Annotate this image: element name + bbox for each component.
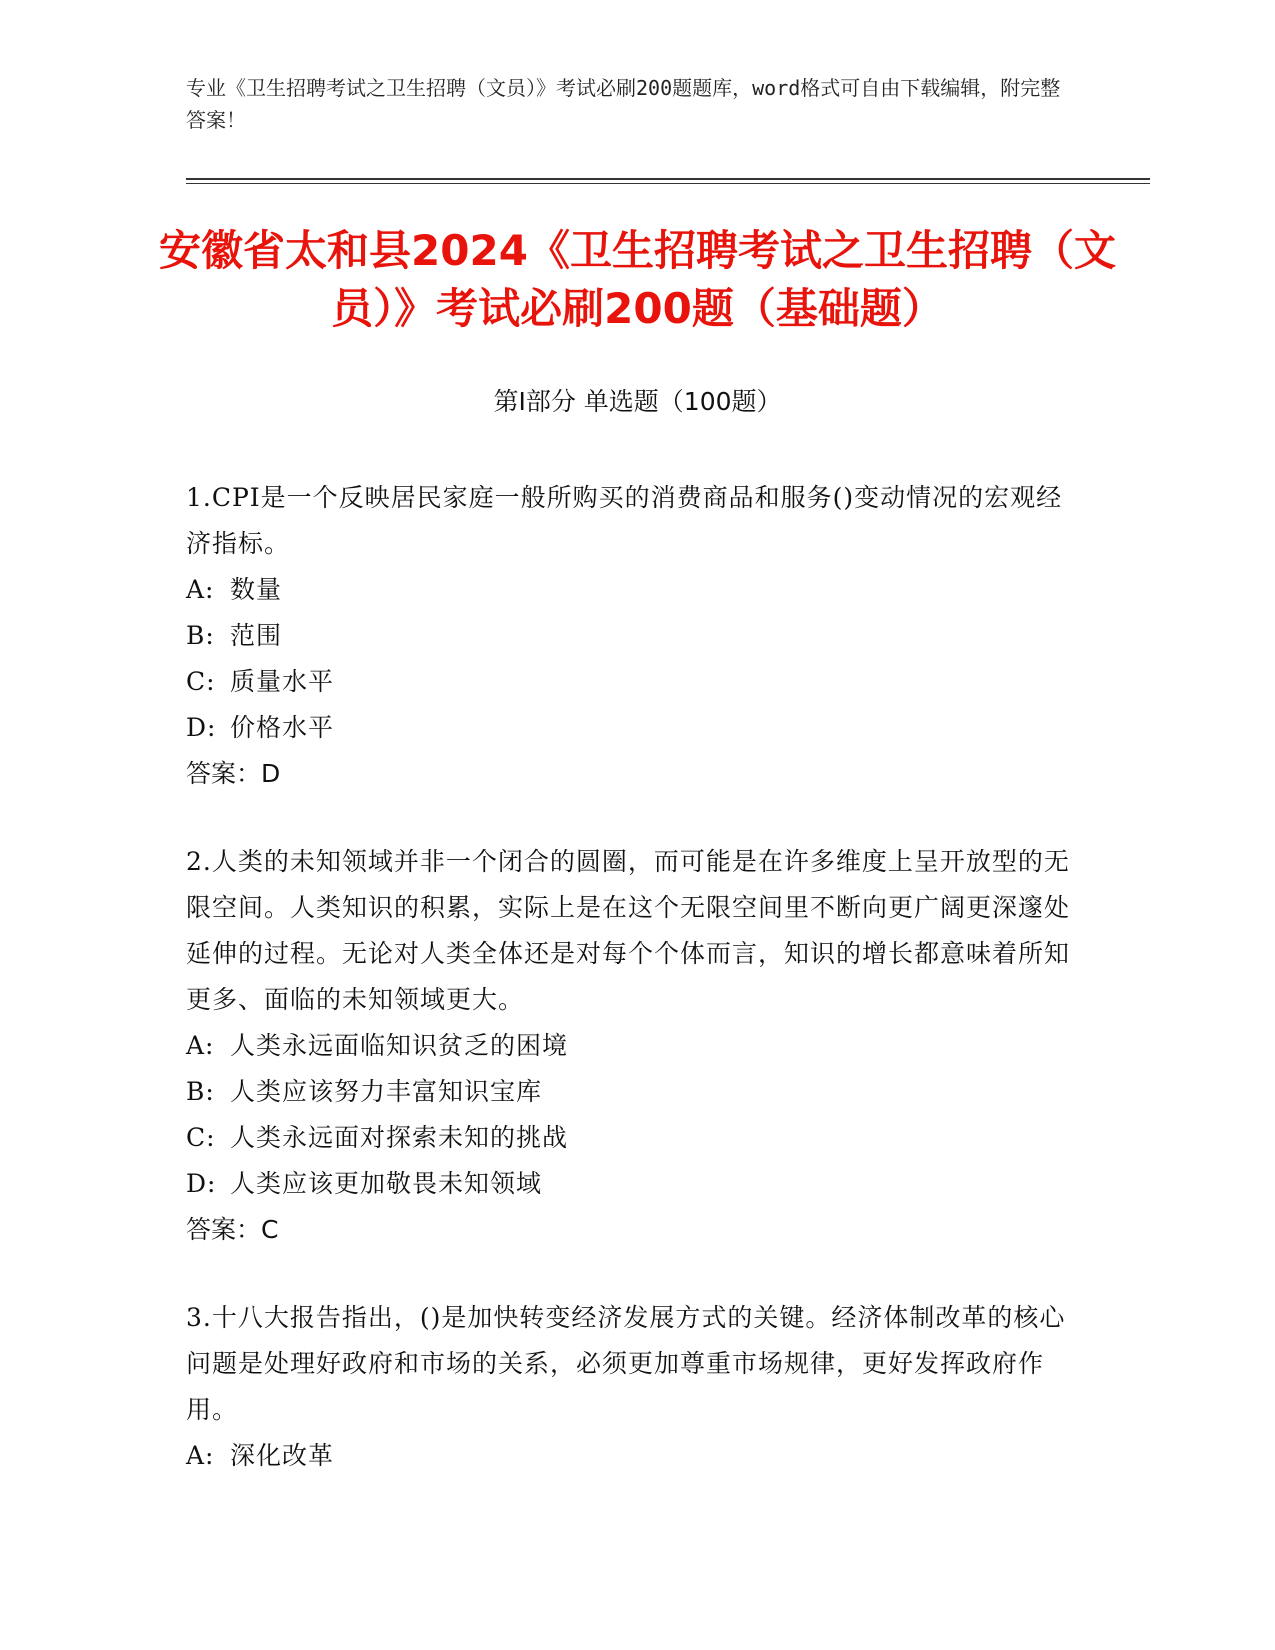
answer-line: 答案：C bbox=[186, 1215, 279, 1244]
question-list bbox=[186, 475, 1076, 1521]
question-3 bbox=[186, 1295, 1076, 1479]
option-key: D: bbox=[186, 713, 217, 742]
option-c bbox=[186, 1115, 1076, 1161]
option-key: A: bbox=[186, 1031, 215, 1060]
option-text: 人类应该更加敬畏未知领域 bbox=[230, 1169, 543, 1198]
option-text: 范围 bbox=[230, 621, 283, 650]
option-a bbox=[186, 1433, 1076, 1479]
question-stem: 3.十八大报告指出，()是加快转变经济发展方式的关键。经济体制改革的核心问题是处理好政府和市场的关系，必须更加尊重市场规律，更好发挥政府作用。 bbox=[186, 1303, 1066, 1424]
option-key: A: bbox=[186, 575, 215, 604]
option-text: 价格水平 bbox=[230, 713, 335, 742]
document-title: 安徽省太和县2024《卫生招聘考试之卫生招聘（文员）》考试必刷200题（基础题） bbox=[159, 226, 1116, 333]
option-b bbox=[186, 1069, 1076, 1115]
option-key: C: bbox=[186, 667, 216, 696]
option-text: 人类永远面对探索未知的挑战 bbox=[230, 1123, 569, 1152]
question-2 bbox=[186, 839, 1076, 1253]
option-text: 数量 bbox=[230, 575, 283, 604]
question-stem: 2.人类的未知领域并非一个闭合的圆圈，而可能是在许多维度上呈开放型的无限空间。人类知识的积累，实际上是在这个无限空间里不断向更广阔更深邃处延伸的过程。无论对人类全体还是对每个个体而言，知识的增长都意味着所知更多、面临的未知领域更大。 bbox=[186, 847, 1071, 1014]
option-a bbox=[186, 567, 1076, 613]
option-text: 人类应该努力丰富知识宝库 bbox=[230, 1077, 543, 1106]
option-key: A: bbox=[186, 1441, 215, 1470]
option-key: D: bbox=[186, 1169, 217, 1198]
option-c bbox=[186, 659, 1076, 705]
option-a bbox=[186, 1023, 1076, 1069]
option-d bbox=[186, 705, 1076, 751]
question-1 bbox=[186, 475, 1076, 797]
answer-line: 答案：D bbox=[186, 759, 281, 788]
header-rule-thin bbox=[186, 183, 1150, 184]
section-heading: 第I部分 单选题（100题） bbox=[493, 387, 782, 416]
option-key: B: bbox=[186, 1077, 215, 1106]
option-b bbox=[186, 613, 1076, 659]
option-d bbox=[186, 1161, 1076, 1207]
option-key: C: bbox=[186, 1123, 216, 1152]
option-text: 深化改革 bbox=[230, 1441, 335, 1470]
header-note: 专业《卫生招聘考试之卫生招聘（文员）》考试必刷200题题库，word格式可自由下载编辑，附完整答案！ bbox=[186, 76, 1061, 132]
header-rule-thick bbox=[186, 178, 1150, 180]
option-text: 人类永远面临知识贫乏的困境 bbox=[230, 1031, 569, 1060]
question-stem: 1.CPI是一个反映居民家庭一般所购买的消费商品和服务()变动情况的宏观经济指标。 bbox=[186, 483, 1063, 558]
option-key: B: bbox=[186, 621, 215, 650]
option-text: 质量水平 bbox=[230, 667, 335, 696]
